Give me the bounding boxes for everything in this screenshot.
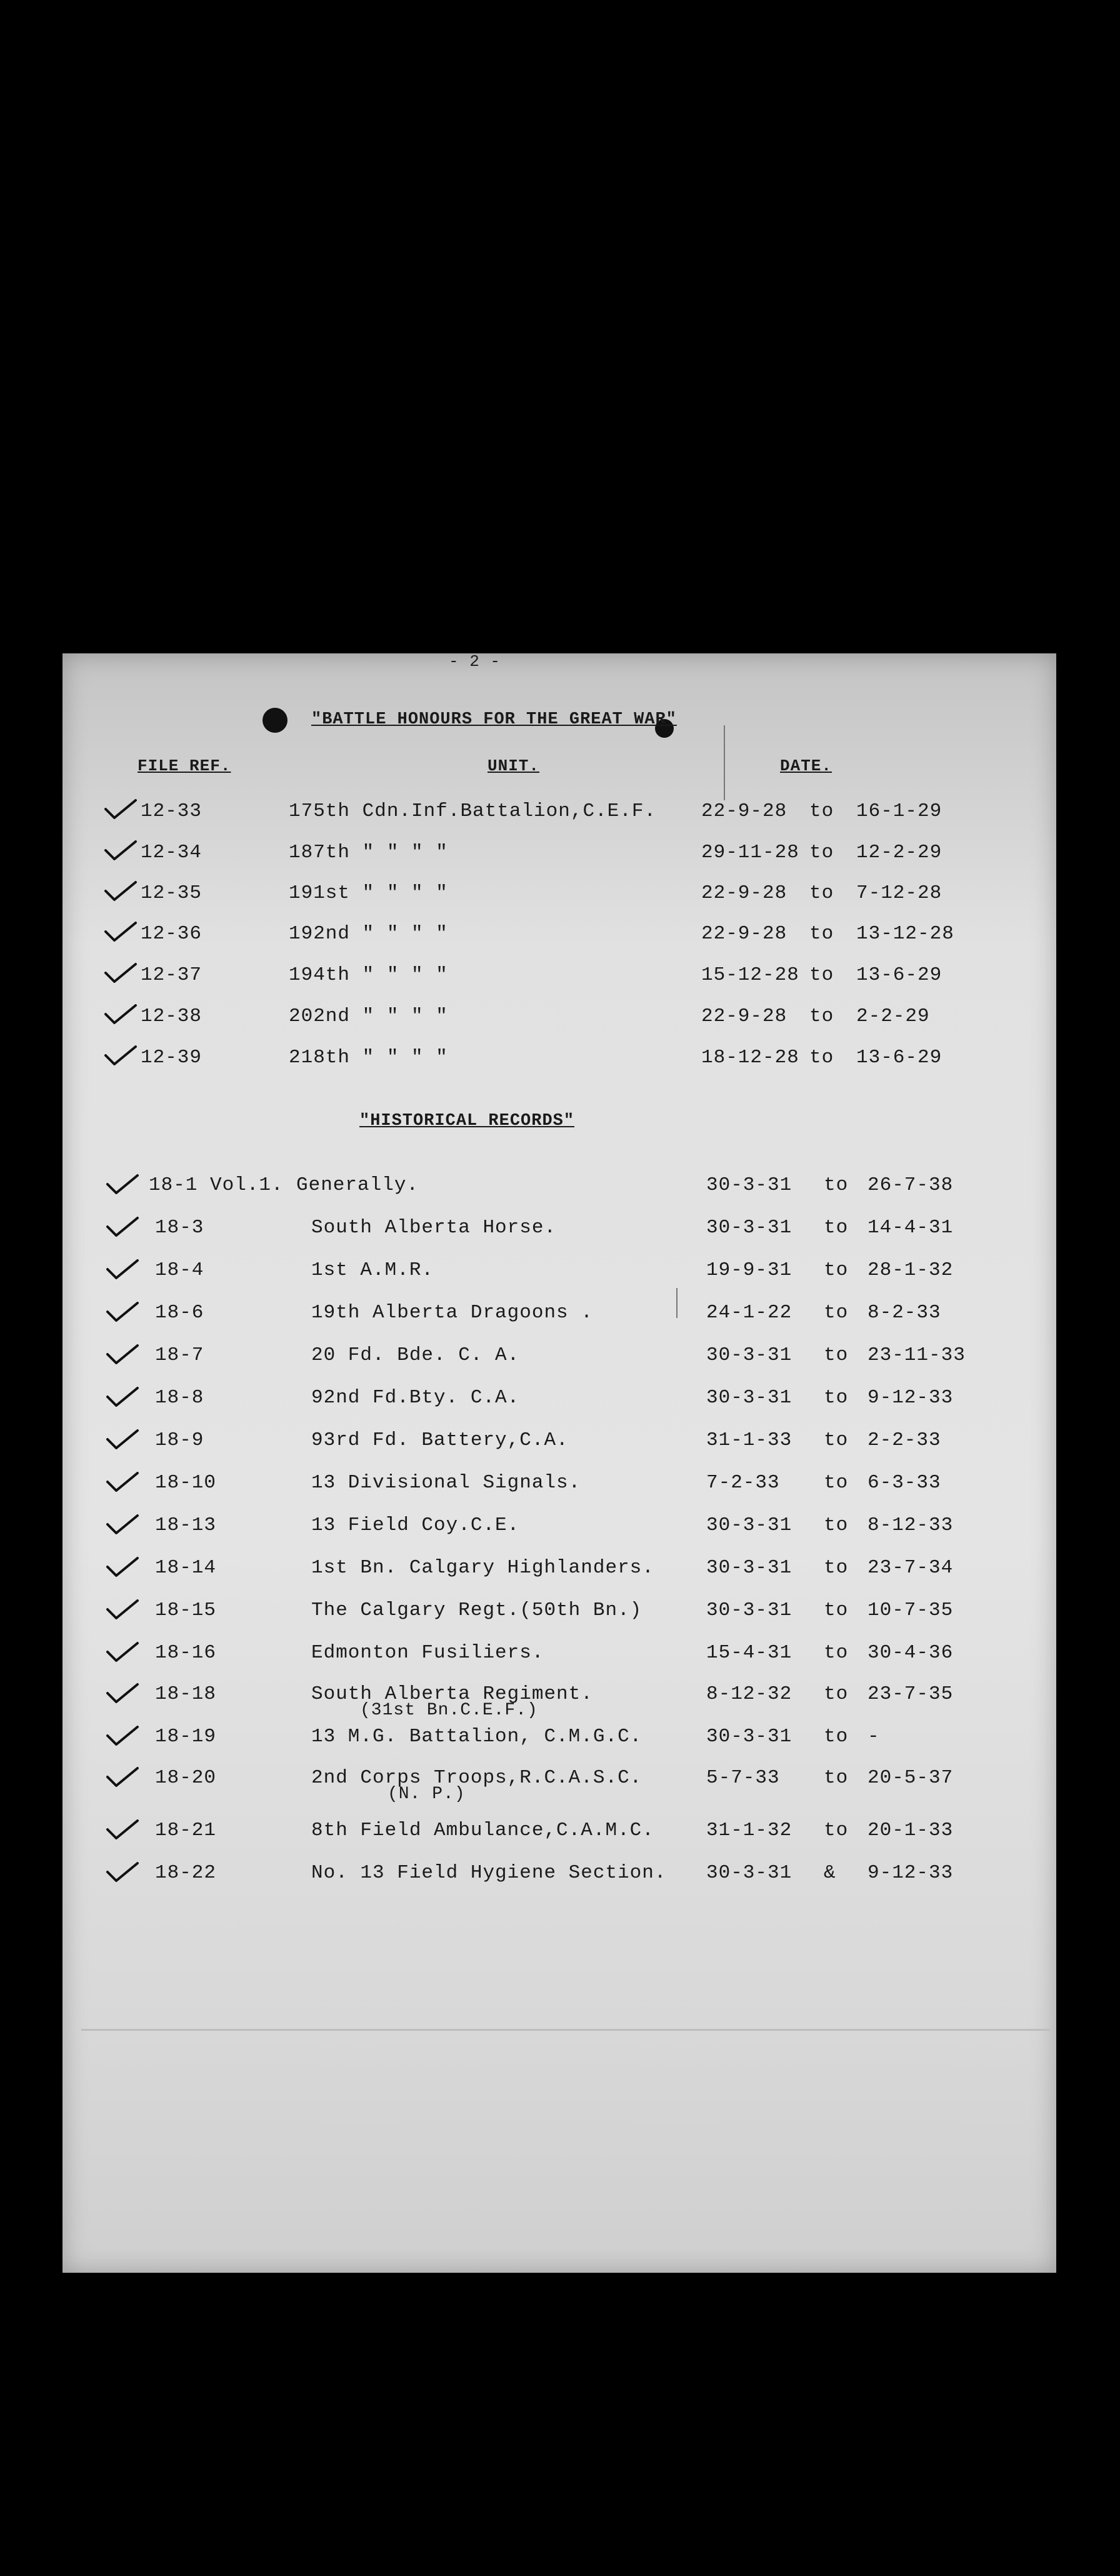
date-from: 30-3-31: [706, 1726, 792, 1748]
unit-name: No. 13 Field Hygiene Section.: [311, 1862, 667, 1884]
date-to: 7-12-28: [856, 882, 942, 904]
checkmark-icon: [105, 1215, 139, 1238]
date-to: 12-2-29: [856, 842, 942, 863]
date-separator: to: [824, 1344, 849, 1366]
date-separator: to: [809, 923, 834, 945]
checkmark-icon: [105, 1556, 139, 1578]
date-separator: to: [809, 842, 834, 863]
date-from: 18-12-28: [701, 1047, 799, 1069]
date-from: 8-12-32: [706, 1683, 792, 1705]
file-ref: 12-37: [141, 964, 202, 986]
file-ref: 18-19: [155, 1726, 217, 1748]
date-separator: &: [824, 1862, 836, 1884]
unit-name: 191st " " " ": [289, 882, 448, 904]
checkmark-icon: [105, 1682, 139, 1704]
date-separator: to: [824, 1174, 849, 1196]
date-to: 8-12-33: [868, 1514, 954, 1536]
unit-name: 13 Divisional Signals.: [311, 1472, 581, 1494]
file-ref-header: FILE REF.: [138, 757, 231, 775]
date-from: 15-12-28: [701, 964, 799, 986]
date-from: 22-9-28: [701, 1005, 788, 1027]
file-ref: 18-20: [155, 1767, 217, 1789]
date-from: 30-3-31: [706, 1174, 792, 1196]
date-separator: to: [824, 1514, 849, 1536]
file-ref: 18-22: [155, 1862, 217, 1884]
unit-name: South Alberta Regiment.: [311, 1683, 593, 1705]
date-to: 13-6-29: [856, 964, 942, 986]
unit-name: 20 Fd. Bde. C. A.: [311, 1344, 520, 1366]
checkmark-icon: [105, 1861, 139, 1883]
file-ref: 18-6: [155, 1302, 204, 1324]
file-ref: 12-34: [141, 842, 202, 863]
unit-header: UNIT.: [488, 757, 540, 775]
unit-name: 218th " " " ": [289, 1047, 448, 1069]
date-from: 5-7-33: [706, 1767, 780, 1789]
margin-rule: [676, 1288, 678, 1318]
date-from: 30-3-31: [706, 1514, 792, 1536]
date-to: 13-12-28: [856, 923, 954, 945]
date-to: 9-12-33: [868, 1387, 954, 1409]
date-to: 9-12-33: [868, 1862, 954, 1884]
date-separator: to: [824, 1387, 849, 1409]
unit-name: 202nd " " " ": [289, 1005, 448, 1027]
date-from: 30-3-31: [706, 1599, 792, 1621]
date-separator: to: [809, 964, 834, 986]
unit-name: South Alberta Horse.: [311, 1217, 557, 1239]
date-to: 16-1-29: [856, 800, 942, 822]
unit-name: 2nd Corps Troops,R.C.A.S.C.: [311, 1767, 642, 1789]
unit-name: 194th " " " ": [289, 964, 448, 986]
date-from: 30-3-31: [706, 1217, 792, 1239]
date-from: 22-9-28: [701, 800, 788, 822]
checkmark-icon: [105, 1766, 139, 1788]
date-from: 24-1-22: [706, 1302, 792, 1324]
date-separator: to: [809, 1047, 834, 1069]
checkmark-icon: [103, 1003, 137, 1025]
date-to: 30-4-36: [868, 1642, 954, 1664]
date-to: 23-7-34: [868, 1557, 954, 1579]
checkmark-icon: [103, 920, 137, 943]
checkmark-icon: [105, 1428, 139, 1451]
checkmark-icon: [103, 1044, 137, 1067]
unit-name: 19th Alberta Dragoons .: [311, 1302, 593, 1324]
unit-name: 1st Bn. Calgary Highlanders.: [311, 1557, 654, 1579]
date-to: 10-7-35: [868, 1599, 954, 1621]
date-from: 22-9-28: [701, 882, 788, 904]
checkmark-icon: [105, 1386, 139, 1408]
date-to: 8-2-33: [868, 1302, 941, 1324]
checkmark-icon: [105, 1724, 139, 1747]
checkmark-icon: [105, 1258, 139, 1280]
date-to: 6-3-33: [868, 1472, 941, 1494]
file-ref: 18-10: [155, 1472, 217, 1494]
date-from: 19-9-31: [706, 1259, 792, 1281]
date-separator: to: [824, 1429, 849, 1451]
unit-name: 175th Cdn.Inf.Battalion,C.E.F.: [289, 800, 657, 822]
margin-rule: [724, 725, 725, 800]
date-separator: to: [824, 1472, 849, 1494]
unit-subtitle: (31st Bn.C.E.F.): [360, 1701, 538, 1720]
date-separator: to: [824, 1683, 849, 1705]
date-to: 14-4-31: [868, 1217, 954, 1239]
date-header: DATE.: [780, 757, 832, 775]
file-ref: 18-14: [155, 1557, 217, 1579]
unit-name: Edmonton Fusiliers.: [311, 1642, 544, 1664]
checkmark-icon: [105, 1343, 139, 1366]
date-separator: to: [824, 1819, 849, 1841]
checkmark-icon: [103, 962, 137, 984]
date-to: 23-11-33: [868, 1344, 966, 1366]
date-separator: to: [809, 800, 834, 822]
file-ref: 18-16: [155, 1642, 217, 1664]
date-separator: to: [809, 882, 834, 904]
unit-name: 92nd Fd.Bty. C.A.: [311, 1387, 520, 1409]
date-to: 13-6-29: [856, 1047, 942, 1069]
unit-name: 1st A.M.R.: [311, 1259, 434, 1281]
unit-name: The Calgary Regt.(50th Bn.): [311, 1599, 642, 1621]
date-from: 31-1-33: [706, 1429, 792, 1451]
checkmark-icon: [105, 1598, 139, 1621]
file-ref: 18-21: [155, 1819, 217, 1841]
file-ref: 18-9: [155, 1429, 204, 1451]
date-separator: to: [824, 1599, 849, 1621]
checkmark-icon: [103, 880, 137, 902]
file-ref: 18-15: [155, 1599, 217, 1621]
unit-name: 13 M.G. Battalion, C.M.G.C.: [311, 1726, 642, 1748]
file-ref: 18-4: [155, 1259, 204, 1281]
date-to: -: [868, 1726, 880, 1748]
date-to: 23-7-35: [868, 1683, 954, 1705]
file-ref: 18-3: [155, 1217, 204, 1239]
checkmark-icon: [105, 1471, 139, 1493]
unit-name: 8th Field Ambulance,C.A.M.C.: [311, 1819, 654, 1841]
date-from: 22-9-28: [701, 923, 788, 945]
date-separator: to: [824, 1217, 849, 1239]
date-from: 30-3-31: [706, 1344, 792, 1366]
unit-name: 93rd Fd. Battery,C.A.: [311, 1429, 569, 1451]
ink-blot: [262, 708, 288, 733]
date-from: 15-4-31: [706, 1642, 792, 1664]
unit-name: 13 Field Coy.C.E.: [311, 1514, 520, 1536]
date-separator: to: [824, 1767, 849, 1789]
unit-name: 192nd " " " ": [289, 923, 448, 945]
paper-fold-line: [81, 2029, 1050, 2031]
date-from: 7-2-33: [706, 1472, 780, 1494]
checkmark-icon: [103, 798, 137, 820]
date-from: 29-11-28: [701, 842, 799, 863]
date-separator: to: [824, 1557, 849, 1579]
checkmark-icon: [105, 1513, 139, 1536]
document-title: "BATTLE HONOURS FOR THE GREAT WAR": [311, 710, 677, 729]
file-ref: 18-1 Vol.1.: [149, 1174, 284, 1196]
file-ref: 18-13: [155, 1514, 217, 1536]
file-ref: 18-18: [155, 1683, 217, 1705]
checkmark-icon: [105, 1818, 139, 1841]
date-separator: to: [824, 1642, 849, 1664]
file-ref: 12-35: [141, 882, 202, 904]
section-title: "HISTORICAL RECORDS": [359, 1112, 575, 1130]
page-number: - 2 -: [449, 652, 501, 671]
date-to: 20-5-37: [868, 1767, 954, 1789]
date-separator: to: [824, 1726, 849, 1748]
file-ref: 12-38: [141, 1005, 202, 1027]
checkmark-icon: [103, 839, 137, 862]
file-ref: 18-7: [155, 1344, 204, 1366]
checkmark-icon: [105, 1173, 139, 1195]
unit-subtitle: (N. P.): [388, 1784, 466, 1804]
file-ref: 12-36: [141, 923, 202, 945]
date-to: 26-7-38: [868, 1174, 954, 1196]
date-from: 30-3-31: [706, 1387, 792, 1409]
date-from: 31-1-32: [706, 1819, 792, 1841]
date-from: 30-3-31: [706, 1862, 792, 1884]
date-to: 2-2-33: [868, 1429, 941, 1451]
date-to: 20-1-33: [868, 1819, 954, 1841]
date-separator: to: [824, 1259, 849, 1281]
file-ref: 18-8: [155, 1387, 204, 1409]
date-from: 30-3-31: [706, 1557, 792, 1579]
date-separator: to: [824, 1302, 849, 1324]
date-separator: to: [809, 1005, 834, 1027]
date-to: 2-2-29: [856, 1005, 930, 1027]
checkmark-icon: [105, 1641, 139, 1663]
file-ref: 12-33: [141, 800, 202, 822]
unit-name: 187th " " " ": [289, 842, 448, 863]
date-to: 28-1-32: [868, 1259, 954, 1281]
unit-name: Generally.: [296, 1174, 419, 1196]
checkmark-icon: [105, 1301, 139, 1323]
file-ref: 12-39: [141, 1047, 202, 1069]
